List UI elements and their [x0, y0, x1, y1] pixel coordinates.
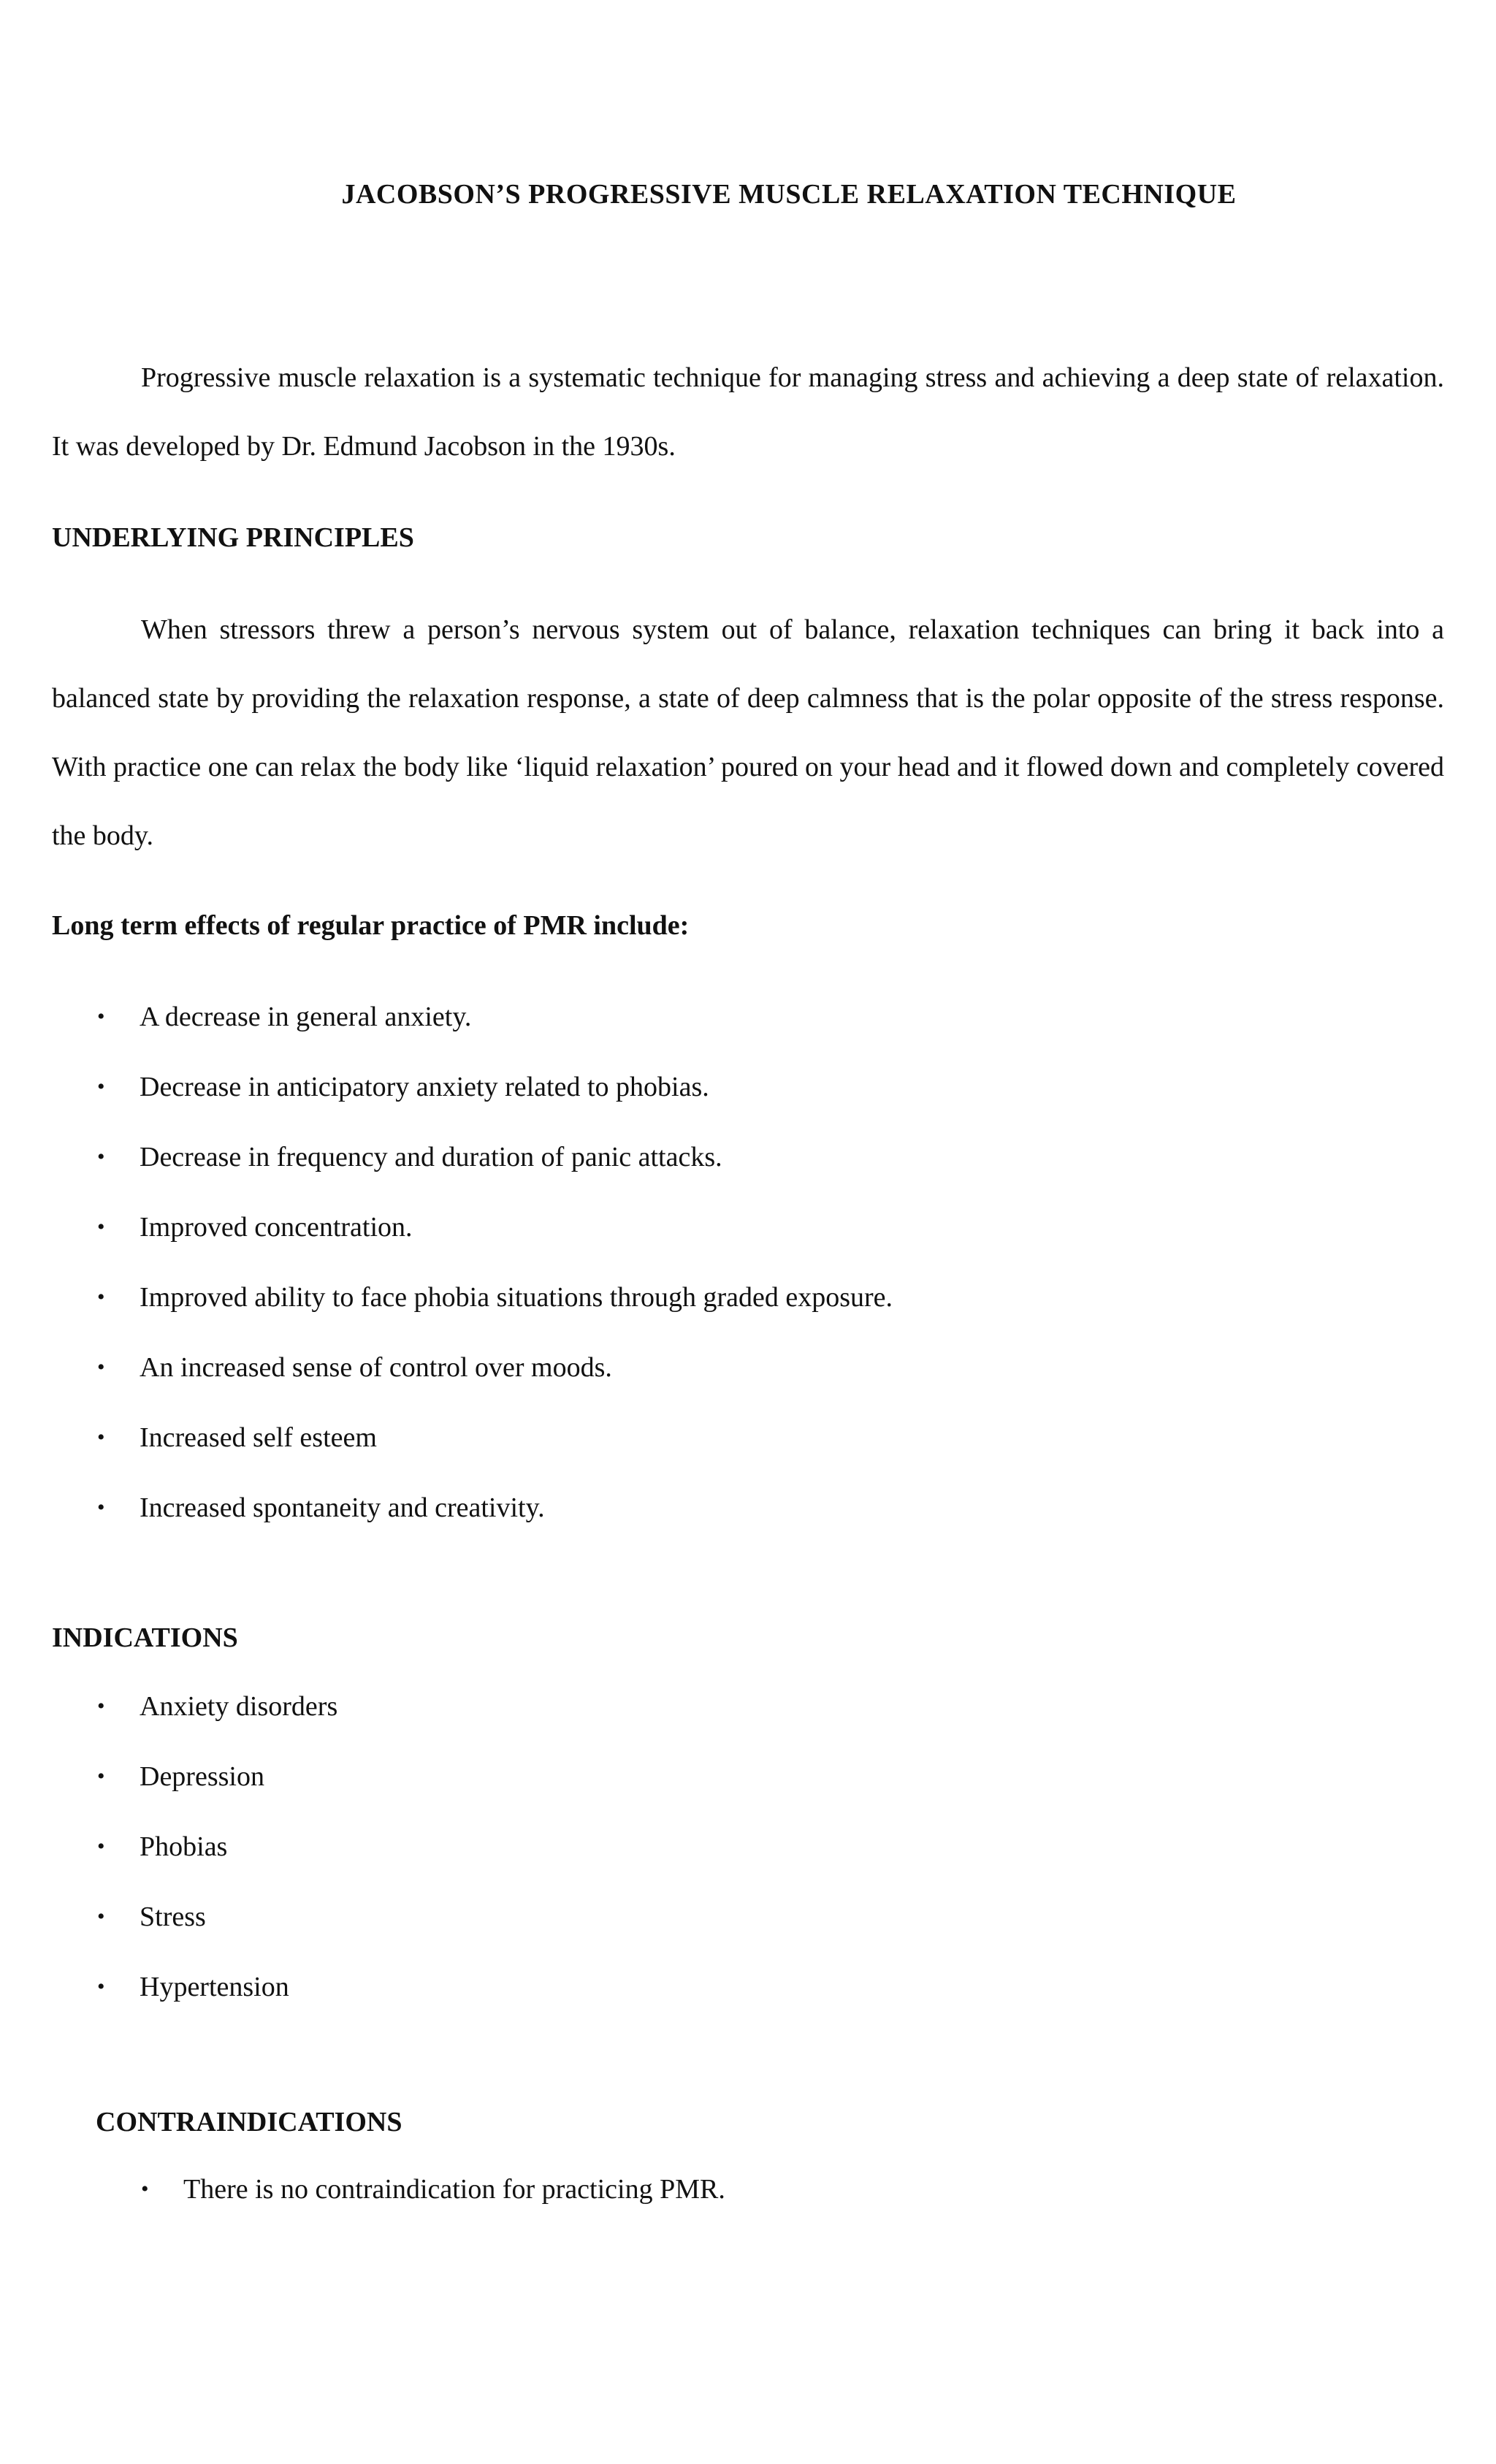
bullet-icon: • — [97, 1355, 105, 1379]
bullet-icon: • — [97, 1425, 105, 1449]
bullet-icon: • — [97, 1834, 105, 1858]
intro-paragraph: Progressive muscle relaxation is a systematic technique for managing stress and achieving a deep state of relaxation. It was developed by Dr. Edmund Jacobson in the 1930s. — [52, 362, 1444, 462]
bullet-icon: • — [97, 1075, 105, 1099]
indications-heading: INDICATIONS — [52, 1622, 238, 1653]
bullet-icon: • — [97, 1975, 105, 1999]
list-item: • Improved ability to face phobia situations through graded exposure. — [97, 1282, 893, 1313]
list-item: • There is no contraindication for practicing PMR. — [141, 2174, 725, 2205]
list-item: • A decrease in general anxiety. — [97, 1002, 472, 1032]
list-item: • Increased spontaneity and creativity. — [97, 1492, 545, 1523]
bullet-icon: • — [97, 1285, 105, 1309]
indications-list — [97, 1691, 338, 2042]
document-title: JACOBSON’S PROGRESSIVE MUSCLE RELAXATION TECHNIQUE — [341, 179, 1237, 210]
bullet-icon: • — [97, 1495, 105, 1519]
list-item: • Hypertension — [97, 1972, 289, 2002]
list-item: • Phobias — [97, 1831, 228, 1862]
principles-heading: UNDERLYING PRINCIPLES — [52, 522, 414, 553]
list-item: • An increased sense of control over moods. — [97, 1352, 612, 1383]
bullet-icon: • — [97, 1694, 105, 1718]
list-item: • Stress — [97, 1902, 206, 1932]
effects-heading: Long term effects of regular practice of PMR include: — [52, 910, 690, 941]
bullet-icon: • — [97, 1215, 105, 1239]
principles-paragraph: When stressors threw a person’s nervous system out of balance, relaxation techniques can bring it back into a balanced state by providing the relaxation response, a state of deep calmness that is the polar opposite of the stress response. With practice one can relax the body like ‘liquid relaxation’ poured on your head and it flowed down and completely covered the body. — [52, 614, 1444, 851]
effects-list — [97, 1002, 893, 1563]
list-item: • Depression — [97, 1761, 264, 1792]
contraindications-heading: CONTRAINDICATIONS — [96, 2107, 402, 2137]
list-item: • Decrease in frequency and duration of panic attacks. — [97, 1142, 722, 1172]
bullet-icon: • — [97, 1764, 105, 1788]
list-item: • Anxiety disorders — [97, 1691, 338, 1722]
list-item: • Decrease in anticipatory anxiety related to phobias. — [97, 1072, 709, 1102]
bullet-icon: • — [141, 2177, 149, 2201]
list-item: • Improved concentration. — [97, 1212, 413, 1243]
list-item: • Increased self esteem — [97, 1422, 377, 1453]
bullet-icon: • — [97, 1145, 105, 1169]
bullet-icon: • — [97, 1004, 105, 1029]
contraindications-list — [141, 2174, 725, 2245]
bullet-icon: • — [97, 1904, 105, 1929]
